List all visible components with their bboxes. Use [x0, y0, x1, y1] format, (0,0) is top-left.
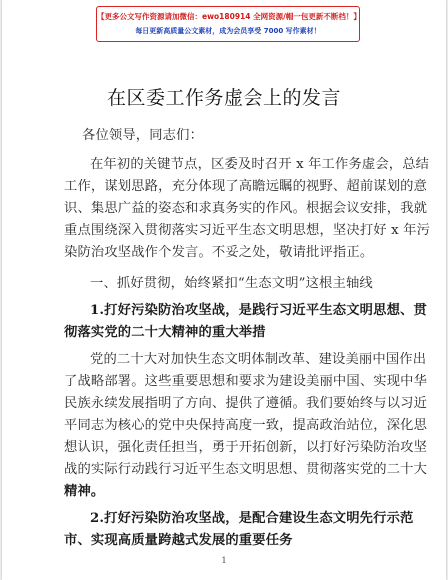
paragraph-line: 平同志为核心的党中央保持高度一致，提高政治站位，深化思	[64, 418, 428, 433]
page-number: 1	[221, 556, 227, 565]
paragraph-line: 在年初的关键节点，区委及时召开 x 年工作务虚会，总结	[90, 157, 430, 172]
paragraph-line: 了战略部署。这些重要思想和要求为建设美丽中国、实现中华	[64, 374, 428, 389]
paragraph-line: 识、集思广益的姿态和求真务实的作风。根据会议安排，我就	[64, 201, 428, 216]
paragraph-line: 工作，谋划思路，充分体现了高瞻远瞩的视野、超前谋划的意	[64, 179, 428, 194]
subheading-line: 1.打好污染防治攻坚战，是践行习近平生态文明思想、贯	[90, 303, 427, 318]
document-title: 在区委工作务虚会上的发言	[106, 87, 341, 109]
section-heading: 一、抓好贯彻，始终紧扣“生态文明”这根主轴线	[90, 276, 373, 291]
paragraph-line: 染防治攻坚战作个发言。不妥之处，敬请批评指正。	[64, 245, 374, 260]
paragraph-line: 战的实际行动践行习近平生态文明思想、贯彻落实党的二十大	[64, 462, 428, 477]
paragraph-line: 重点围绕深入贯彻落实习近平生态文明思想，坚决打好 x 年污	[64, 223, 431, 238]
paragraph-line: 民族永续发展指明了方向、提供了遵循。我们要始终与以习近	[64, 396, 428, 411]
subheading-line: 彻落实党的二十大精神的重大举措	[64, 325, 266, 340]
document-page	[2, 0, 446, 580]
paragraph-line: 想认识，强化责任担当，勇于开拓创新，以打好污染防治攻坚	[64, 440, 428, 455]
paragraph-line: 精神。	[64, 484, 105, 499]
salutation: 各位领导，同志们：	[82, 128, 204, 143]
subheading-line: 2.打好污染防治攻坚战，是配合建设生态文明先行示范	[90, 511, 414, 526]
promo-banner	[96, 6, 360, 42]
promo-banner-line1: 【更多公文写作资源请加微信：ewo180914 全网资源/帽一包更新不断档！】	[97, 12, 361, 21]
promo-banner-line2: 每日更新高质量公文素材，成为会员享受 7000 写作素材！	[135, 27, 321, 35]
paragraph-line: 党的二十大对加快生态文明体制改革、建设美丽中国作出	[90, 352, 427, 367]
subheading-line: 市、实现高质量跨越式发展的重要任务	[64, 533, 293, 548]
